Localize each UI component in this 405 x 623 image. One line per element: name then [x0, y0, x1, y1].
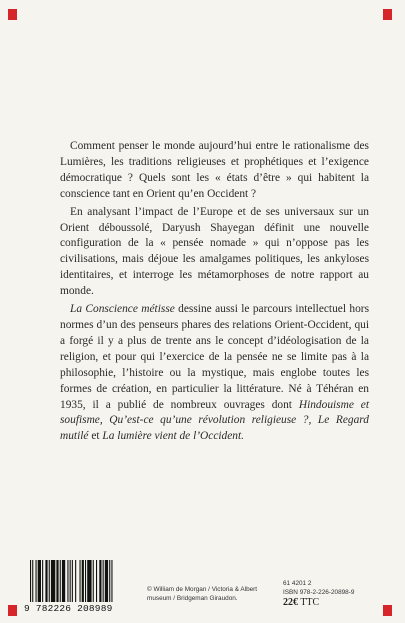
barcode-bar: [80, 560, 81, 602]
barcode-bar: [99, 560, 101, 602]
paragraph-1: [60, 139, 369, 203]
barcode-bar: [38, 560, 41, 602]
barcode-bar: [70, 560, 71, 602]
barcode: [24, 560, 140, 616]
corner-mark-top-right: [383, 9, 392, 20]
barcode-bar: [109, 560, 110, 602]
conjunction: et: [88, 430, 103, 443]
barcode-bar: [56, 560, 58, 602]
paragraph-3-text: dessine aussi le parcours intellectuel hors normes d’un des penseurs phares des relations Orient-Occident, qui a forgé il y a plus de trente ans le concept d’idéologisation de la religion, et pour qui l’exercice de la pensée ne se limite pas à la philosophie, l’histoire ou la mystique, mais englobe toutes les formes de création, en particulier la littérature. Né à Téhéran en 1935, il a publié de nombreux ouvrages dont: [60, 303, 369, 411]
price-value: 22€: [283, 597, 298, 608]
barcode-bar: [93, 560, 94, 602]
barcode-bar: [60, 560, 61, 602]
barcode-bars: [30, 560, 134, 602]
barcode-bar: [72, 560, 73, 602]
credit-line-2: museum / Bridgeman Giraudon.: [147, 594, 238, 602]
barcode-bar: [82, 560, 84, 602]
price-tax: TTC: [300, 597, 320, 608]
works-last: La lumière vient de l’Occident.: [102, 430, 245, 443]
barcode-bar: [42, 560, 43, 602]
barcode-bar: [30, 560, 31, 602]
book-title: La Conscience métisse: [70, 303, 175, 316]
product-code: 61 4201 2: [283, 580, 312, 587]
corner-mark-bottom-right: [383, 605, 392, 616]
barcode-digits: 9 782226 208989: [24, 603, 113, 614]
corner-mark-bottom-left: [8, 605, 17, 616]
credit-line-1: © William de Morgan / Victoria & Albert: [147, 586, 258, 593]
barcode-bar: [105, 560, 108, 602]
paragraph-3: [60, 302, 369, 445]
paragraph-2-text: En analysant l’impact de l’Europe et de ses universaux sur un Orient déboussolé, Daryush Shayegan définit une nouvelle configuration de la « pensée nomade » qui n’oppose pas les civilisations, mais déjoue les amalgames politiques, les ankyloses identitaires, et interroge les métamorphoses de notre rapport au monde.: [60, 205, 369, 298]
image-credit: [147, 586, 277, 603]
barcode-bar: [36, 560, 37, 602]
barcode-bar: [51, 560, 55, 602]
barcode-bar: [75, 560, 76, 602]
paragraph-1-text: Comment penser le monde aujourd’hui entre le rationalisme des Lumières, les traditions religieuses et prophétiques et l’exigence démocratique ? Quels sont les « états d’être » qui habitent la conscience tant en Orient qu’en Occident ?: [60, 140, 369, 200]
isbn-block: [283, 580, 378, 609]
barcode-bar: [96, 560, 97, 602]
back-cover-text: [60, 139, 369, 445]
barcode-bar: [49, 560, 50, 602]
barcode-bar: [62, 560, 65, 602]
price: [283, 597, 378, 609]
barcode-bar: [32, 560, 33, 602]
barcode-bar: [67, 560, 68, 602]
paragraph-2: [60, 205, 369, 300]
barcode-bar: [103, 560, 104, 602]
barcode-bar: [87, 560, 91, 602]
barcode-bar: [85, 560, 86, 602]
isbn-number: ISBN 978-2-226-20898-9: [283, 588, 355, 596]
barcode-bar: [111, 560, 112, 602]
barcode-bar: [45, 560, 47, 602]
works-list: Hindouisme et soufisme, Qu’est-ce qu’une révolution religieuse ?, Le Regard mutilé: [60, 398, 369, 443]
corner-mark-top-left: [8, 9, 17, 20]
